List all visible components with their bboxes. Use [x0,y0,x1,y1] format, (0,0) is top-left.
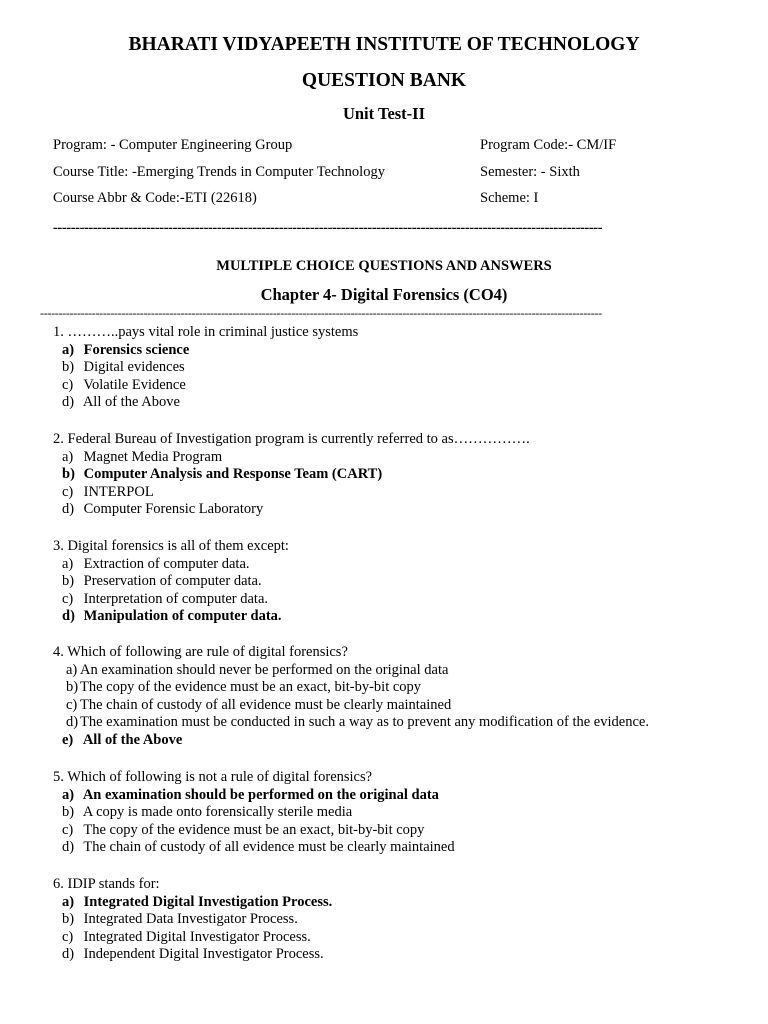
question-number: 1. [53,324,64,340]
test-title: Unit Test-II [342,104,426,123]
question-body: IDIP stands for: [67,876,160,892]
option-d [53,839,753,857]
course-title-label: Course Title: -Emerging Trends in Computer Technology [53,164,385,180]
option-text: The copy of the evidence must be an exact, bit-by-bit copy [80,679,422,696]
option-label: d) [62,946,75,963]
option-text: An examination should be performed on the original data [82,786,439,803]
option-text: Integrated Digital Investigator Process. [83,928,311,945]
institute-title: BHARATI VIDYAPEETH INSTITUTE OF TECHNOLOGY [128,34,640,55]
option-text: Computer Analysis and Response Team (CART) [83,466,383,483]
option-label: e) [62,731,74,748]
scheme-label: Scheme: I [480,190,539,206]
question-text [53,431,753,449]
option-d [53,714,753,732]
option-e-correct [53,732,753,750]
option-label: b) [62,466,75,483]
option-label: a) [62,448,74,465]
option-c [53,822,753,840]
option-text: INTERPOL [83,483,154,500]
question-number: 5. [53,769,64,785]
option-label: b) [66,679,79,696]
question-text [53,538,753,556]
course-abbr-label: Course Abbr & Code:-ETI (22618) [53,190,257,206]
separator-bold: ---------------------------------------------------------------------------------------------------------------------------- [53,221,603,235]
question-1 [53,324,753,412]
question-text [53,644,753,662]
question-body: ………..pays vital role in criminal justice systems [67,324,359,340]
option-label: c) [62,821,74,838]
option-label: b) [62,573,75,590]
question-body: Which of following is not a rule of digital forensics? [67,769,373,785]
separator-thin: -------------------------------------------------------------------------------------------------------------------------------------------------------- [40,307,602,319]
option-d [53,946,753,964]
option-label: b) [62,911,75,928]
question-3 [53,538,753,626]
option-text: Volatile Evidence [83,376,186,393]
option-a-correct [53,894,753,912]
question-number: 3. [53,538,64,554]
option-label: d) [66,714,79,731]
question-text [53,876,753,894]
question-6 [53,876,753,964]
option-text: The copy of the evidence must be an exact, bit-by-bit copy [83,821,425,838]
option-label: b) [62,359,75,376]
option-c [53,929,753,947]
option-a [53,662,753,680]
question-4 [53,644,753,750]
option-label: d) [62,608,75,625]
question-body: Federal Bureau of Investigation program is currently referred to as……………. [67,431,530,447]
option-label: a) [66,661,78,678]
question-number: 2. [53,431,64,447]
option-text: Digital evidences [83,359,185,376]
document-title: QUESTION BANK [301,70,467,91]
question-number: 4. [53,644,64,660]
option-a-correct [53,787,753,805]
option-b [53,359,753,377]
option-label: a) [62,341,75,358]
option-text: Independent Digital Investigator Process. [83,946,324,963]
section-heading: MULTIPLE CHOICE QUESTIONS AND ANSWERS [216,258,552,274]
option-text: Integrated Digital Investigation Process. [83,893,333,910]
option-text: The chain of custody of all evidence must be clearly maintained [83,839,455,856]
question-number: 6. [53,876,64,892]
option-text: Preservation of computer data. [83,573,262,590]
option-text: Magnet Media Program [83,448,223,465]
option-text: All of the Above [82,394,180,411]
option-label: c) [66,696,78,713]
semester-label: Semester: - Sixth [480,164,580,180]
option-c [53,591,753,609]
option-label: c) [62,590,74,607]
option-b [53,911,753,929]
option-text: Extraction of computer data. [83,555,250,572]
option-text: A copy is made onto forensically sterile media [82,804,353,821]
option-label: a) [62,893,75,910]
option-label: c) [62,483,74,500]
option-text: Manipulation of computer data. [83,608,282,625]
option-text: Computer Forensic Laboratory [83,501,264,518]
option-label: c) [62,376,74,393]
option-d [53,501,753,519]
question-text [53,324,753,342]
program-label: Program: - Computer Engineering Group [53,137,293,153]
option-label: b) [62,804,75,821]
chapter-title: Chapter 4- Digital Forensics (CO4) [260,285,508,304]
option-text: The examination must be conducted in such a way as to prevent any modification of the evidence. [80,714,649,731]
option-b [53,804,753,822]
question-body: Digital forensics is all of them except: [67,538,289,554]
option-text: Forensics science [83,341,190,358]
option-c [53,484,753,502]
option-text: The chain of custody of all evidence must be clearly maintained [80,696,452,713]
option-b-correct [53,466,753,484]
option-d-correct [53,608,753,626]
option-label: a) [62,555,74,572]
option-label: d) [62,501,75,518]
option-a [53,449,753,467]
option-text: All of the Above [82,731,183,748]
question-2 [53,431,753,519]
question-text [53,769,753,787]
option-b [53,573,753,591]
option-label: d) [62,839,75,856]
option-label: d) [62,394,75,411]
option-a [53,556,753,574]
option-c [53,697,753,715]
option-text: Interpretation of computer data. [83,590,269,607]
option-label: c) [62,928,74,945]
option-a-correct [53,342,753,360]
option-text: Integrated Data Investigator Process. [83,911,298,928]
option-label: a) [62,786,75,803]
program-code-label: Program Code:- CM/IF [480,137,617,153]
option-c [53,377,753,395]
question-body: Which of following are rule of digital forensics? [67,644,348,660]
option-d [53,394,753,412]
question-5 [53,769,753,857]
option-text: An examination should never be performed on the original data [80,661,449,678]
option-b [53,679,753,697]
